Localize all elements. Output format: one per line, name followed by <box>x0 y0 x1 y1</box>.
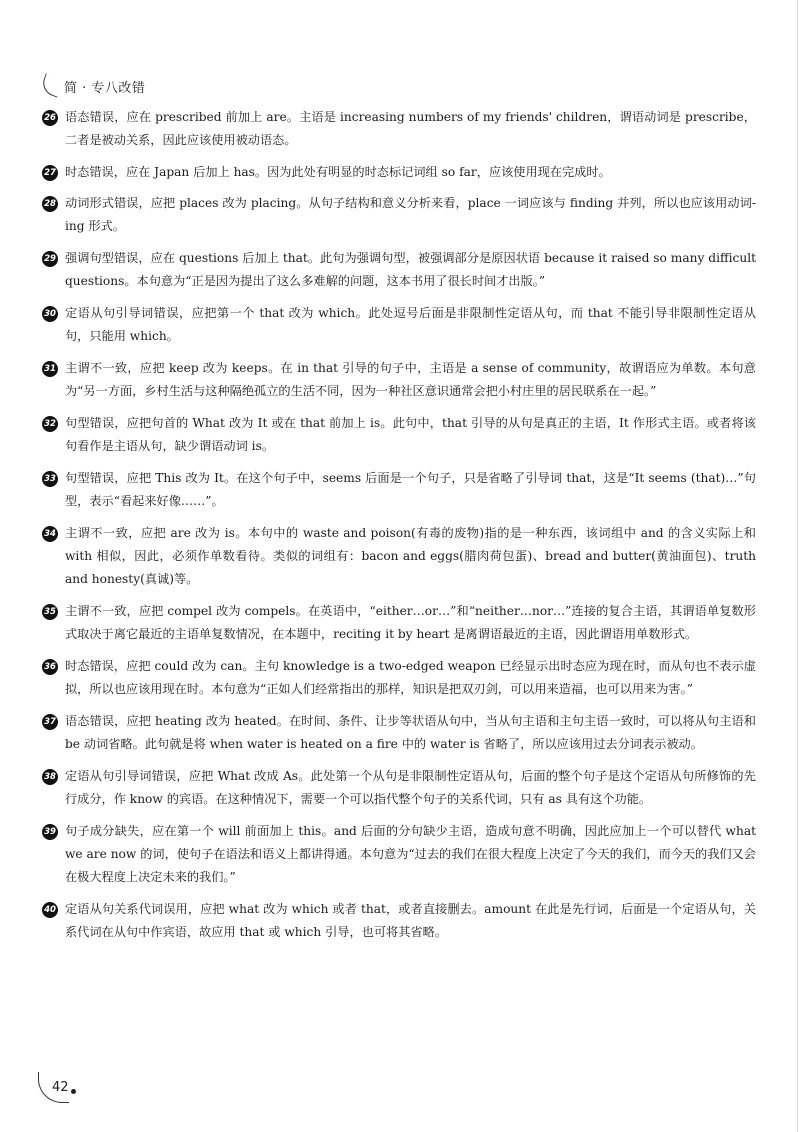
list-item <box>44 765 756 811</box>
item-text: 主谓不一致，应把 are 改为 is。本句中的 waste and poison(有毒的废物)指的是一种东西，该词组中 and 的含义实际上和 with 相似，因此，必须作单数看待。类似的词组有：bacon and eggs(腊肉荷包蛋)、bread and butter(黄油面包)、truth and honesty(真诚)等。 <box>65 526 756 586</box>
list-item <box>44 522 756 591</box>
running-header <box>38 74 145 98</box>
item-text: 语态错误，应把 heating 改为 heated。在时间、条件、让步等状语从句中，当从句主语和主句主语一致时，可以将从句主语和 be 动词省略。此句就是将 when water is heated on a fire 中的 water is 省略了，所以应该用过去分词表示被动。 <box>65 714 756 751</box>
item-text: 主谓不一致，应把 keep 改为 keeps。在 in that 引导的句子中，主语是 a sense of community，故谓语应为单数。本句意为“另一方面，乡村生活与这种隔绝孤立的生活不同，因为一种社区意识通常会把小村庄里的居民联系在一起。” <box>65 361 756 398</box>
item-text: 定语从句关系代词误用，应把 what 改为 which 或者 that，或者直接删去。amount 在此是先行词，后面是一个定语从句，关系代词在从句中作宾语，故应用 that 或 which 引导，也可将其省略。 <box>65 902 756 939</box>
list-item <box>44 192 756 238</box>
list-item <box>44 302 756 348</box>
footer-dot-icon <box>71 1089 76 1094</box>
header-ornament-icon <box>38 74 64 98</box>
answer-list <box>44 106 756 953</box>
item-number-badge: 30 <box>42 306 58 322</box>
list-item <box>44 106 756 152</box>
list-item <box>44 898 756 944</box>
page-number: 42 <box>52 1080 69 1095</box>
item-number-badge: 32 <box>42 416 58 432</box>
page-footer <box>38 1072 78 1112</box>
list-item <box>44 600 756 646</box>
item-number-badge: 33 <box>42 471 58 487</box>
list-item <box>44 161 756 184</box>
item-text: 动词形式错误，应把 places 改为 placing。从句子结构和意义分析来看，place 一词应该与 finding 并列，所以也应该用动词-ing 形式。 <box>65 196 756 233</box>
item-text: 句型错误，应把句首的 What 改为 It 或在 that 前加上 is。此句中，that 引导的从句是真正的主语，It 作形式主语。或者将该句看作是主语从句，缺少谓语动词 is。 <box>65 416 756 453</box>
item-text: 时态错误，应把 could 改为 can。主句 knowledge is a two-edged weapon 已经显示出时态应为现在时，而从句也不表示虚拟，所以也应该用现在时。本句意为“正如人们经常指出的那样，知识是把双刃剑，可以用来造福，也可以用来为害。” <box>65 659 756 696</box>
list-item <box>44 467 756 513</box>
item-text: 强调句型错误，应在 questions 后加上 that。此句为强调句型，被强调部分是原因状语 because it raised so many difficult questions。本句意为“正是因为提出了这么多难解的问题，这本书用了很长时间才出版。” <box>65 251 756 288</box>
item-number-badge: 35 <box>42 604 58 620</box>
list-item <box>44 710 756 756</box>
item-number-badge: 37 <box>42 714 58 730</box>
item-text: 主谓不一致，应把 compel 改为 compels。在英语中，“either…or…”和“neither…nor…”连接的复合主语，其谓语单复数形式取决于离它最近的主语单复数情况，在本题中，reciting it by heart 是离谓语最近的主语，因此谓语用单数形式。 <box>65 604 756 641</box>
list-item <box>44 820 756 889</box>
item-text: 定语从句引导词错误，应把 What 改成 As。此处第一个从句是非限制性定语从句，后面的整个句子是这个定语从句所修饰的先行成分，作 know 的宾语。在这种情况下，需要一个可以指代整个句子的关系代词，只有 as 具有这个功能。 <box>65 769 756 806</box>
item-number-badge: 27 <box>42 165 58 181</box>
item-number-badge: 40 <box>42 902 58 918</box>
list-item <box>44 412 756 458</box>
item-number-badge: 29 <box>42 251 58 267</box>
item-text: 句子成分缺失，应在第一个 will 前面加上 this。and 后面的分句缺少主语，造成句意不明确，因此应加上一个可以替代 what we are now 的词，使句子在语法和语义上都讲得通。本句意为“过去的我们在很大程度上决定了今天的我们，而今天的我们又会在极大程度上决定未来的我们。” <box>65 824 756 884</box>
list-item <box>44 357 756 403</box>
list-item <box>44 655 756 701</box>
item-text: 语态错误，应在 prescribed 前加上 are。主语是 increasing numbers of my friends' children，谓语动词是 prescribe，二者是被动关系，因此应该使用被动语态。 <box>65 110 756 147</box>
list-item <box>44 247 756 293</box>
item-number-badge: 39 <box>42 824 58 840</box>
item-number-badge: 28 <box>42 196 58 212</box>
item-number-badge: 26 <box>42 110 58 126</box>
item-number-badge: 38 <box>42 769 58 785</box>
header-title: 简 · 专八改错 <box>64 80 146 96</box>
item-text: 时态错误，应在 Japan 后加上 has。因为此处有明显的时态标记词组 so far，应该使用现在完成时。 <box>65 165 611 179</box>
page-edge-rule <box>797 0 798 1132</box>
item-number-badge: 34 <box>42 526 58 542</box>
item-text: 定语从句引导词错误，应把第一个 that 改为 which。此处逗号后面是非限制性定语从句，而 that 不能引导非限制性定语从句，只能用 which。 <box>65 306 756 343</box>
item-text: 句型错误，应把 This 改为 It。在这个句子中，seems 后面是一个句子，只是省略了引导词 that，这是“It seems (that)…”句型，表示“看起来好像……”。 <box>65 471 756 508</box>
item-number-badge: 31 <box>42 361 58 377</box>
item-number-badge: 36 <box>42 659 58 675</box>
